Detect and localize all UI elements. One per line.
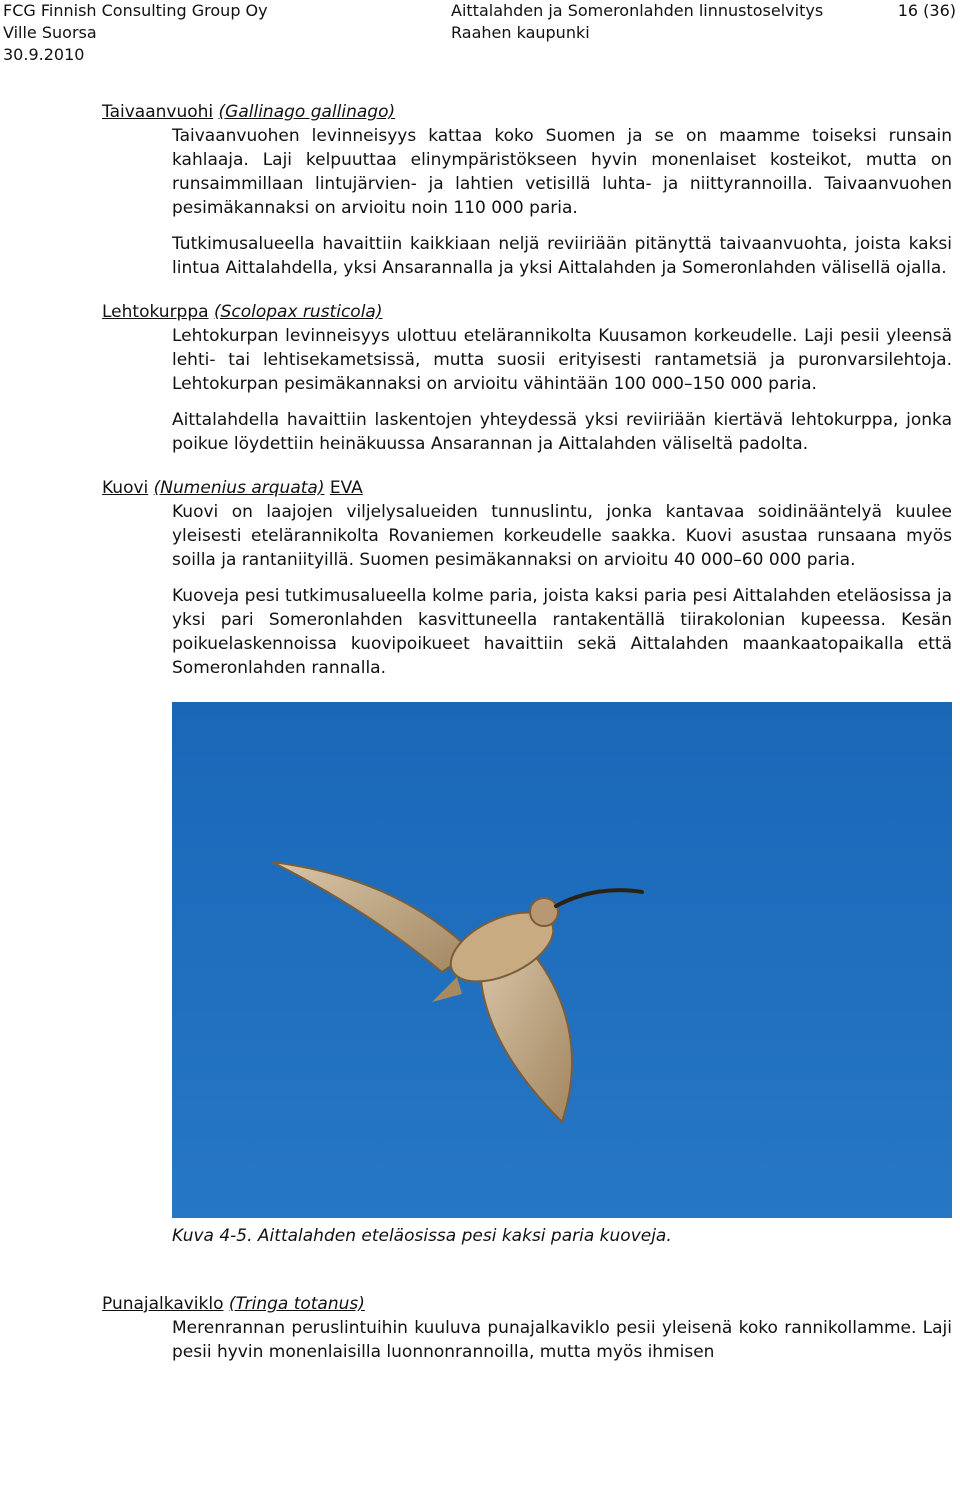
figure-caption: Kuva 4-5. Aittalahden eteläosissa pesi kaksi paria kuoveja. [172, 1226, 672, 1246]
species-name: Punajalkaviklo [102, 1294, 224, 1314]
header-client: Raahen kaupunki [451, 23, 590, 42]
species-latin: (Gallinago gallinago) [218, 102, 396, 122]
species-heading-kuovi [102, 476, 960, 500]
header-author: Ville Suorsa [3, 23, 97, 42]
paragraph: Aittalahdella havaittiin laskentojen yhteydessä yksi reviiriään kiertävä lehtokurppa, jonka poikue löydettiin heinäkuussa Ansarannan ja Aittalahden väliseltä padolta. [172, 410, 952, 454]
paragraph: Merenrannan peruslintuihin kuuluva punajalkaviklo pesii yleisenä koko rannikollamme. Laji pesii hyvin monenlaisilla luonnonrannoilla, mutta myös ihmisen [172, 1318, 952, 1362]
sky-background [172, 702, 952, 1218]
paragraph: Kuoveja pesi tutkimusalueella kolme paria, joista kaksi paria pesi Aittalahden eteläosissa ja yksi pari Someronlahden kasvittuneella rantakentällä tiirakolonian kupeessa. Kesän poikuelaskennoissa kuovipoikueet havaittiin sekä Aittalahden maankaatopaikalla että Someronlahden rannalla. [172, 586, 952, 678]
species-latin: (Tringa totanus) [228, 1294, 365, 1314]
paragraph: Taivaanvuohen levinneisyys kattaa koko Suomen ja se on maamme toiseksi runsain kahlaaja. Laji kelpuuttaa elinympäristökseen hyvin monenlaiset kosteikot, mutta on runsaimmillaan lintujärvien- ja lahtien vetisillä luhta- ja niittyrannoilla. Taivaanvuohen pesimäkannaksi on arvioitu noin 110 000 paria. [172, 126, 952, 218]
header-left [3, 0, 268, 66]
header-date: 30.9.2010 [3, 45, 85, 64]
species-heading-punajalkaviklo [102, 1292, 960, 1316]
header-page-number: 16 (36) [897, 1, 956, 20]
header-company: FCG Finnish Consulting Group Oy [3, 1, 268, 20]
species-name: Lehtokurppa [102, 302, 209, 322]
header-report-title: Aittalahden ja Someronlahden linnustoselvitys [451, 1, 824, 20]
curlew-photo [172, 702, 952, 1218]
species-name: Kuovi [102, 478, 149, 498]
curlew-photo-svg [172, 702, 952, 1218]
species-heading-taivaanvuohi [102, 100, 960, 124]
header-middle [451, 0, 823, 44]
conservation-badge: EVA [329, 478, 363, 498]
species-latin: (Numenius arquata) [153, 478, 325, 498]
page-header [0, 0, 960, 70]
paragraph: Kuovi on laajojen viljelysalueiden tunnuslintu, jonka kantavaa soidinääntelyä kuulee yleisesti etelärannikolta Rovaniemen korkeudelle saakka. Kuovi asustaa runsaana myös soilla ja rantaniityillä. Suomen pesimäkannaksi on arvioitu 40 000–60 000 paria. [172, 502, 952, 570]
species-name: Taivaanvuohi [102, 102, 214, 122]
header-right [898, 0, 956, 22]
document-body [0, 100, 960, 1364]
paragraph: Lehtokurpan levinneisyys ulottuu etelärannikolta Kuusamon korkeudelle. Laji pesii yleensä lehti- tai lehtisekametsissä, mutta suosii erityisesti rantametsiä ja puronvarsilehtoja. Lehtokurpan pesimäkannaksi on arvioitu vähintään 100 000–150 000 paria. [172, 326, 952, 394]
species-latin: (Scolopax rusticola) [213, 302, 383, 322]
species-heading-lehtokurppa [102, 300, 960, 324]
paragraph: Tutkimusalueella havaittiin kaikkiaan neljä reviiriään pitänyttä taivaanvuohta, joista kaksi lintua Aittalahdella, yksi Ansarannalla ja yksi Aittalahden ja Someronlahden välisellä ojalla. [172, 234, 952, 278]
